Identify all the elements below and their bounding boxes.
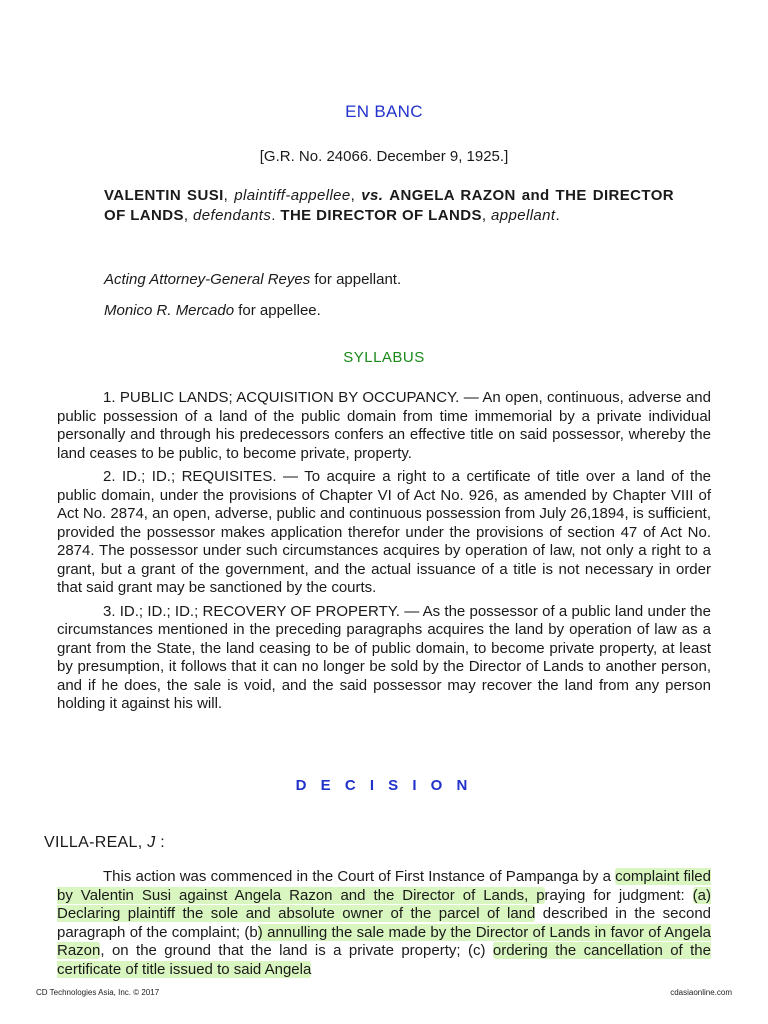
highlighted-text[interactable]: ordering the cancellation of the certificate of title issued to said Angela xyxy=(57,942,711,978)
counsel-name: Acting Attorney-General Reyes xyxy=(104,271,311,288)
counsel-appellant xyxy=(104,271,674,288)
counsel-name: Monico R. Mercado xyxy=(104,302,235,319)
highlighted-text[interactable]: (a) Declaring plaintiff the sole and absolute owner of the parcel of land xyxy=(57,886,711,922)
syllabus-paragraph: 1. PUBLIC LANDS; ACQUISITION BY OCCUPANCY. — An open, continuous, adverse and public possession of a land of the public domain from time immemorial by a private individual personally and through his predecessors confers an effective title on said possessor, whereby the land ceases to be public, to become private, property. xyxy=(57,389,711,462)
decision-body xyxy=(57,868,711,979)
plaintiff-name: VALENTIN SUSI xyxy=(104,187,224,204)
defendants-name: ANGELA RAZON and THE DIRECTOR OF LANDS xyxy=(104,187,674,224)
decision-heading: D E C I S I O N xyxy=(295,777,473,794)
highlighted-text[interactable]: ) annulling the sale made by the Director of Lands in favor of Angela Razon xyxy=(57,923,712,959)
appellant-role: appellant xyxy=(491,206,556,224)
footer-copyright: CD Technologies Asia, Inc. © 2017 xyxy=(36,988,160,997)
syllabus-paragraph: 3. ID.; ID.; ID.; RECOVERY OF PROPERTY. — As the possessor of a public land under the circumstances mentioned in the preceding paragraphs acquires the land by operation of law as a grant from the State, the land ceasing to be of public domain, to become private property, at least by presumption, it follows that it can no longer be sold by the Director of Lands to another person, and if he does, the sale is void, and the said possessor may recover the land from any person holding it against his will. xyxy=(57,602,711,712)
court-division: EN BANC xyxy=(345,102,423,121)
counsel-role: for appellee. xyxy=(238,302,321,319)
counsel-appellee xyxy=(104,302,674,319)
footer-site[interactable]: cdasiaonline.com xyxy=(670,988,732,997)
syllabus-paragraph: 2. ID.; ID.; REQUISITES. — To acquire a right to a certificate of title over a land of the public domain, under the provisions of Chapter VI of Act No. 926, as amended by Chapter VIII of Act No. 2874, an open, adverse, public and continuous possession from July 26,1894, is sufficient, provided the possessor makes application therefor under the provisions of section 47 of Act No. 2874. The possessor under such circumstances acquires by operation of law, not only a right to a grant, but a grant of the government, and the actual issuance of a title is not necessary in order that said grant may be sanctioned by the courts. xyxy=(57,468,711,596)
decision-paragraph xyxy=(57,868,711,979)
syllabus-heading: SYLLABUS xyxy=(343,349,425,366)
text-segment: described in the second paragraph of the complaint; (b xyxy=(57,905,711,941)
versus: vs. xyxy=(361,187,384,204)
ponente xyxy=(44,834,165,852)
ponente-colon: : xyxy=(160,834,166,851)
appellant-name: THE DIRECTOR OF LANDS xyxy=(280,206,482,224)
ponente-title: J xyxy=(147,834,156,851)
defendants-role: defendants xyxy=(193,206,272,224)
text-segment: , on the ground that the land is a private property; (c) xyxy=(100,942,493,959)
case-caption: VALENTIN SUSI, plaintiff-appellee, vs. ANGELA RAZON and THE DIRECTOR OF LANDS, defendants. THE DIRECTOR OF LANDS, appellant. xyxy=(104,187,674,224)
highlighted-text[interactable]: complaint filed by Valentin Susi against Angela Razon and the Director of Lands, p xyxy=(57,868,711,904)
ponente-name: VILLA-REAL, xyxy=(44,834,143,851)
counsel-role: for appellant. xyxy=(314,271,402,288)
text-segment: This action was commenced in the Court of First Instance of Pampanga by a xyxy=(103,868,616,885)
text-segment: raying for judgment: xyxy=(544,886,693,904)
case-number: [G.R. No. 24066. December 9, 1925.] xyxy=(259,148,509,165)
syllabus-body xyxy=(57,389,711,719)
plaintiff-role: plaintiff-appellee xyxy=(234,187,351,204)
